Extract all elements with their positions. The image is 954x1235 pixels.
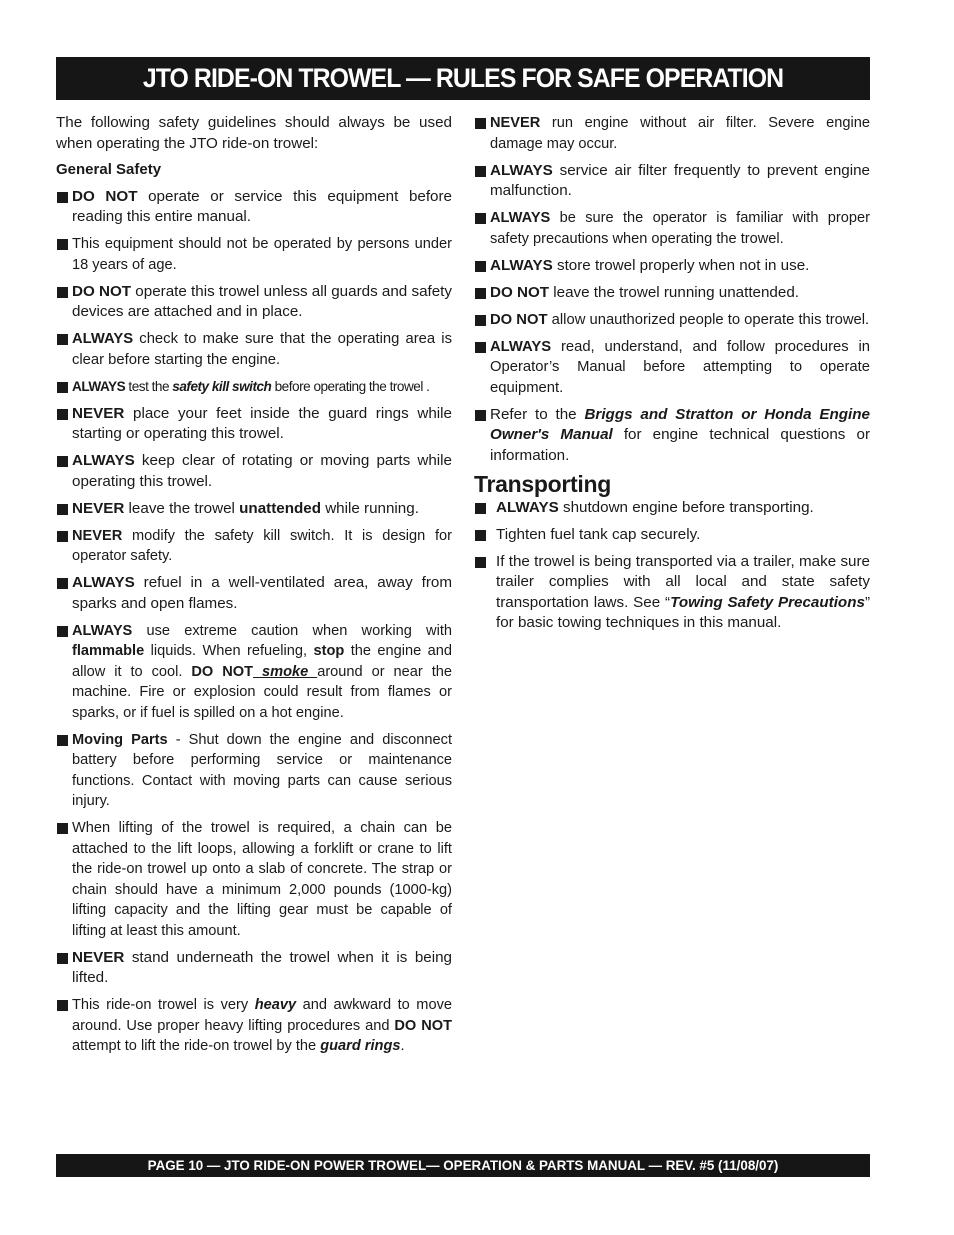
- list-item: DO NOT operate this trowel unless all guards and safety devices are attached and in place.: [56, 282, 452, 323]
- list-item: ALWAYS use extreme caution when working with flammable liquids. When refueling, stop the engine and allow it to cool. DO NOT smoke around or near the machine. Fire or explosion could result from flames or sparks, or if fuel is spilled on a hot engine.: [56, 621, 452, 724]
- list-item: Moving Parts - Shut down the engine and disconnect battery before performing service or maintenance functions. Contact with moving parts can cause serious injury.: [56, 730, 452, 812]
- list-item: This ride-on trowel is very heavy and awkward to move around. Use proper heavy lifting procedures and DO NOT attempt to lift the ride-on trowel by the guard rings.: [56, 995, 452, 1057]
- list-item: DO NOT leave the trowel running unattended.: [474, 283, 870, 304]
- title-bar: [56, 57, 870, 100]
- transporting-list: [474, 498, 870, 634]
- list-item: DO NOT allow unauthorized people to operate this trowel.: [474, 310, 870, 331]
- intro-text: The following safety guidelines should always be used when operating the JTO ride-on trowel:: [56, 114, 452, 152]
- page-title: JTO RIDE-ON TROWEL — RULES FOR SAFE OPERATION: [142, 63, 784, 93]
- list-item: NEVER run engine without air filter. Severe engine damage may occur.: [474, 113, 870, 154]
- list-item: ALWAYS store trowel properly when not in use.: [474, 256, 870, 277]
- list-item: NEVER place your feet inside the guard rings while starting or operating this trowel.: [56, 404, 452, 445]
- general-safety-heading: General Safety: [56, 161, 162, 178]
- list-item: ALWAYS keep clear of rotating or moving parts while operating this trowel.: [56, 451, 452, 492]
- list-item: ALWAYS read, understand, and follow procedures in Operator’s Manual before attempting to operate equipment.: [474, 337, 870, 399]
- list-item: ALWAYS refuel in a well-ventilated area, away from sparks and open flames.: [56, 573, 452, 614]
- list-item: DO NOT operate or service this equipment before reading this entire manual.: [56, 187, 452, 228]
- list-item: NEVER stand underneath the trowel when it is being lifted.: [56, 948, 452, 989]
- list-item: This equipment should not be operated by persons under 18 years of age.: [56, 234, 452, 275]
- list-item: ALWAYS service air filter frequently to prevent engine malfunction.: [474, 161, 870, 202]
- list-item: Refer to the Briggs and Stratton or Honda Engine Owner's Manual for engine technical questions or information.: [474, 405, 870, 467]
- list-item: ALWAYS shutdown engine before transporting.: [474, 498, 870, 519]
- list-item: ALWAYS test the safety kill switch before operating the trowel .: [56, 377, 452, 398]
- list-item: ALWAYS be sure the operator is familiar with proper safety precautions when operating the trowel.: [474, 208, 870, 249]
- list-item: NEVER modify the safety kill switch. It is design for operator safety.: [56, 526, 452, 567]
- general-safety-list: [56, 187, 452, 1057]
- list-item: Tighten fuel tank cap securely.: [474, 525, 870, 546]
- transporting-heading: Transporting: [474, 471, 611, 497]
- left-column: [56, 113, 452, 1063]
- footer-text: PAGE 10 — JTO RIDE-ON POWER TROWEL— OPERATION & PARTS MANUAL — REV. #5 (11/08/07): [147, 1158, 779, 1173]
- operation-safety-list: [474, 113, 870, 466]
- list-item: When lifting of the trowel is required, a chain can be attached to the lift loops, allowing a forklift or crane to lift the ride-on trowel up onto a slab of concrete. The strap or chain should have a minimum 2,000 pounds (1000-kg) lifting capacity and the lifting gear must be capable of lifting at least this amount.: [56, 818, 452, 941]
- right-column: [474, 113, 870, 640]
- list-item: If the trowel is being transported via a trailer, make sure trailer complies with all local and state safety transportation laws. See “Towing Safety Precautions” for basic towing techniques in this manual.: [474, 552, 870, 634]
- list-item: ALWAYS check to make sure that the operating area is clear before starting the engine.: [56, 329, 452, 370]
- page-footer: [56, 1154, 870, 1177]
- list-item: NEVER leave the trowel unattended while running.: [56, 499, 452, 520]
